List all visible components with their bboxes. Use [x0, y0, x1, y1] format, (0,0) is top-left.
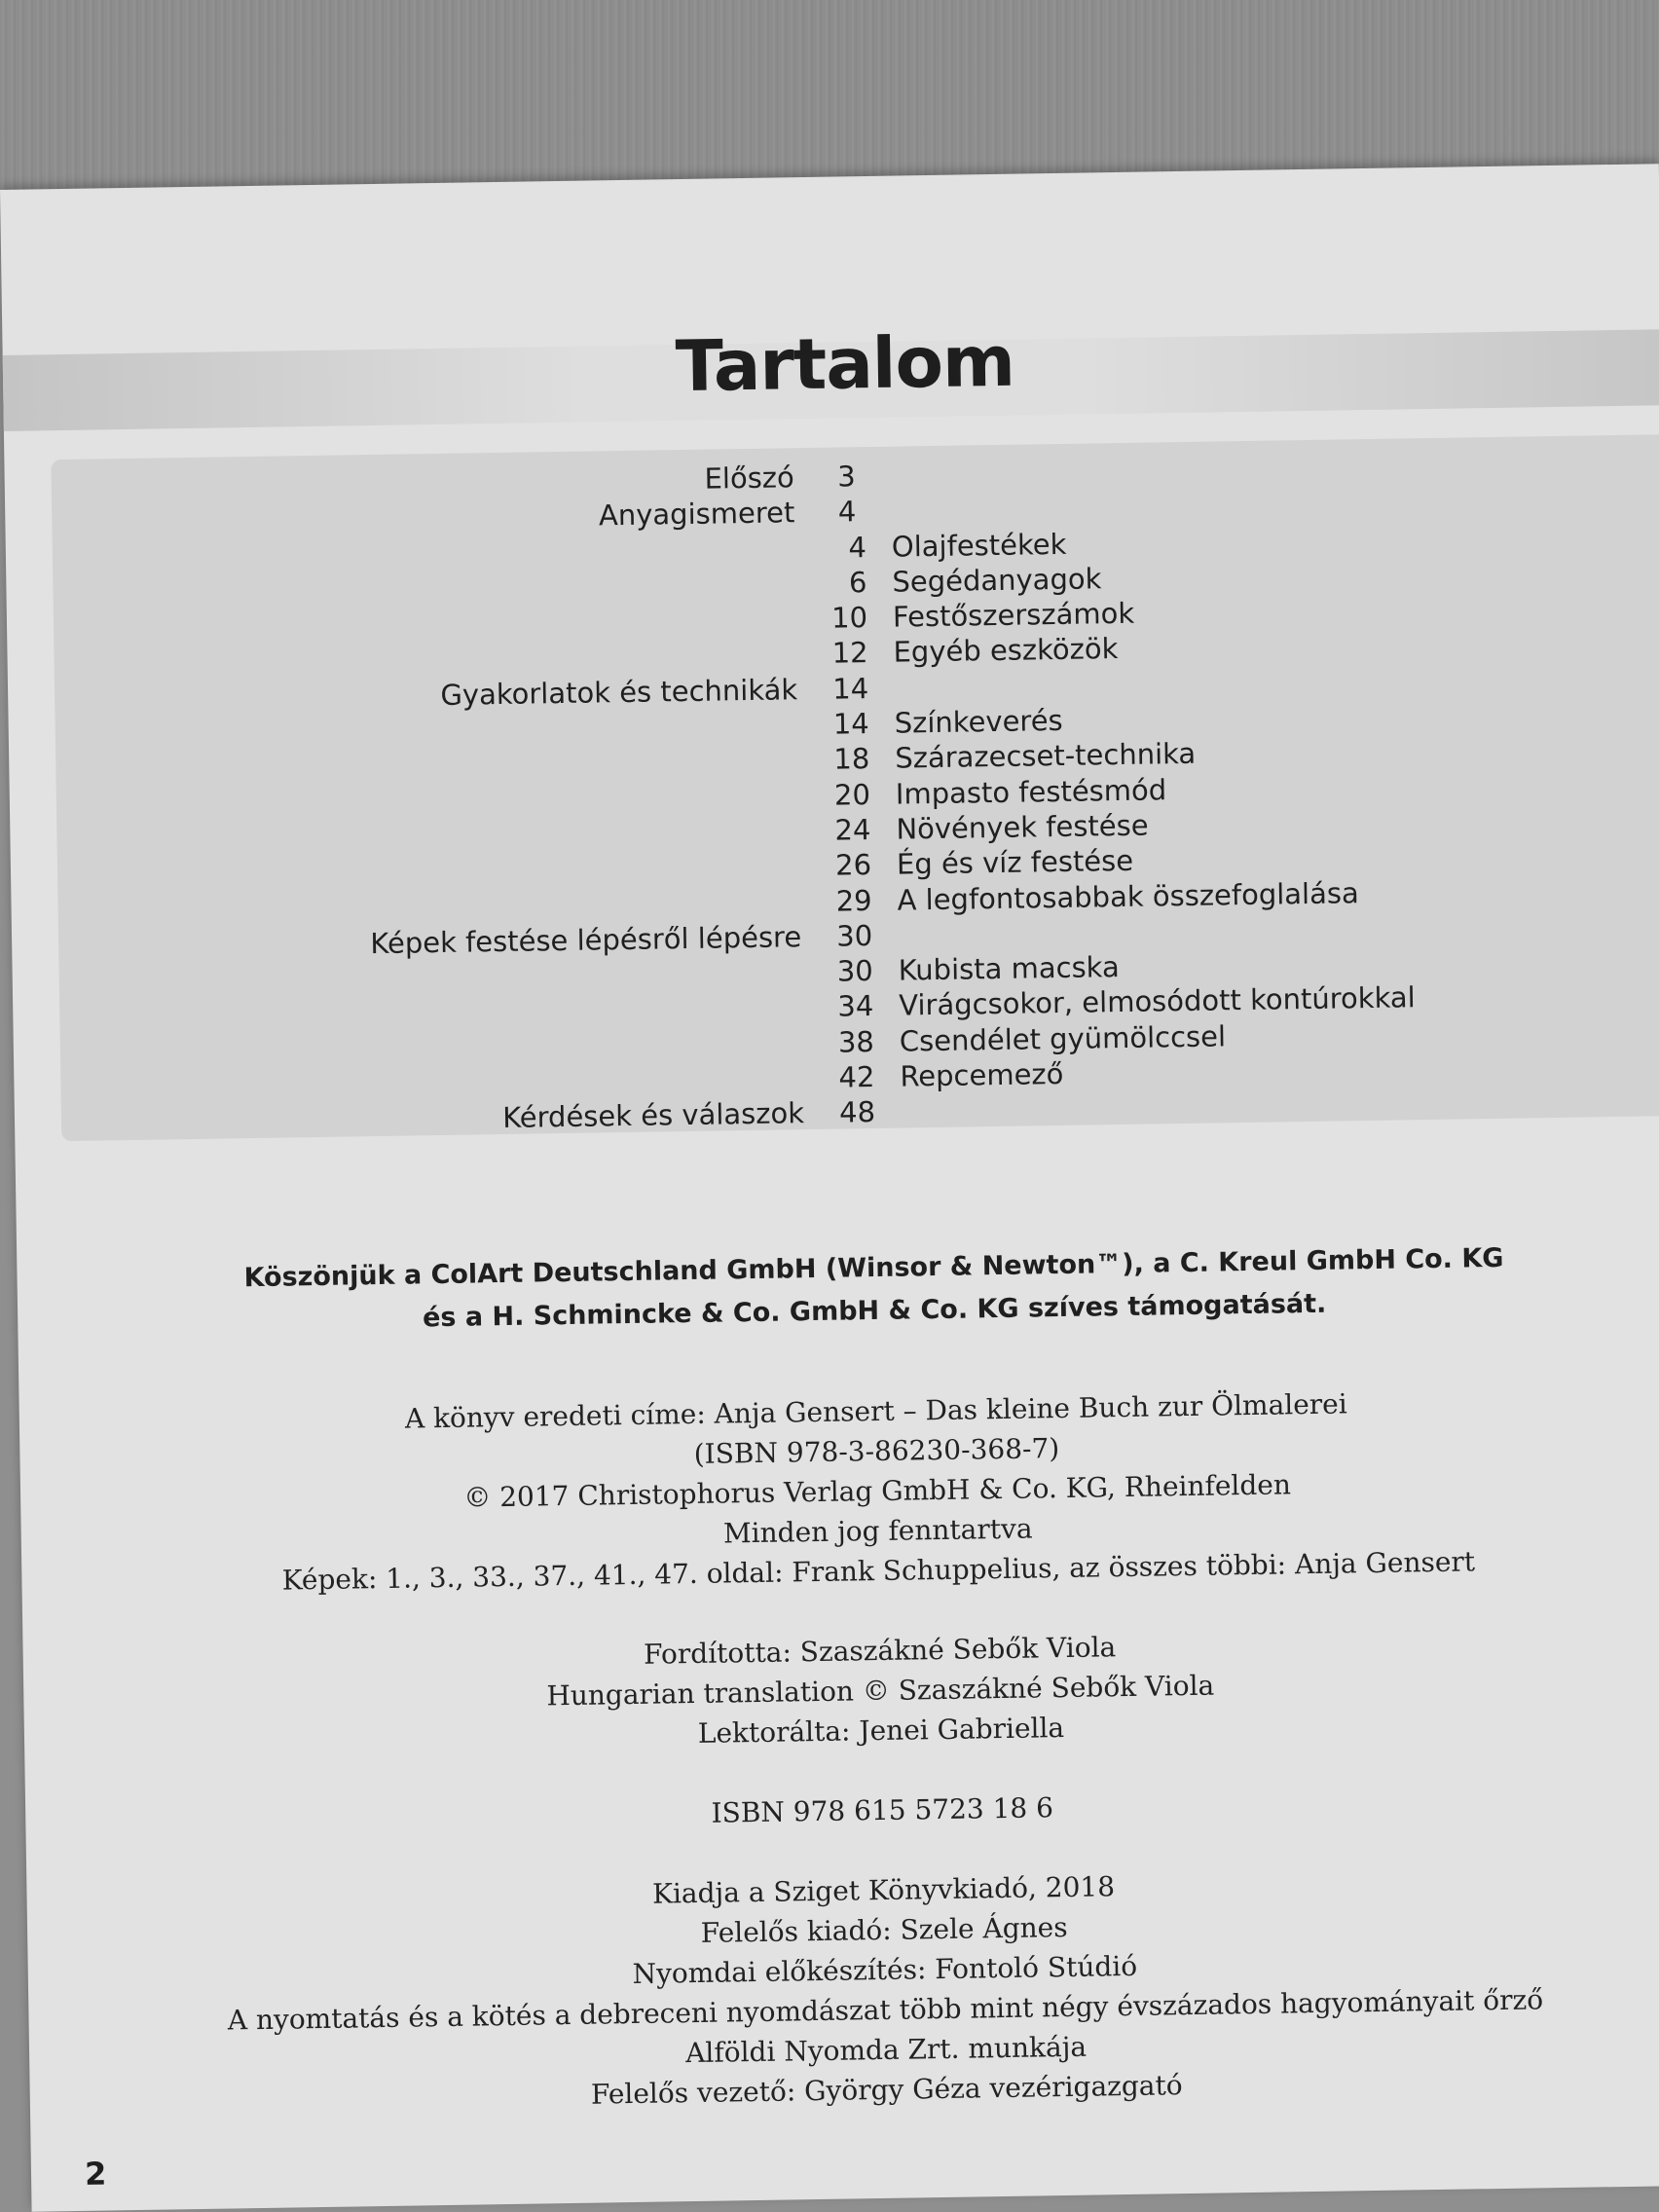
prepress-line: Nyomdai előkészítés: Fontoló Stúdió: [632, 1949, 1138, 1991]
toc-page-number: 34: [837, 989, 874, 1024]
rights-line: Minden jog fenntartva: [722, 1512, 1033, 1550]
page-title: Tartalom: [675, 319, 1015, 408]
toc-subsection-label: Szárazecset-technika: [895, 737, 1197, 776]
toc-section-label: Képek festése lépésről lépésre: [370, 920, 802, 960]
toc-page-number: 12: [831, 636, 868, 671]
photo-credits: Képek: 1., 3., 33., 37., 41., 47. oldal: Frank Schuppelius, az összes többi: Anja Gensert: [281, 1545, 1476, 1597]
toc-subsection-label: Virágcsokor, elmosódott kontúrokkal: [899, 980, 1416, 1023]
toc-subsection-label: Egyéb eszközök: [893, 632, 1119, 670]
translation-copyright: Hungarian translation © Szaszákné Sebők Viola: [546, 1669, 1215, 1713]
toc-page-number: 30: [836, 954, 873, 988]
editor-line: Lektorálta: Jenei Gabriella: [697, 1712, 1065, 1750]
toc-subsection-label: Olajfestékek: [891, 527, 1067, 564]
toc-subsection-label: Festőszerszámok: [892, 596, 1135, 634]
translator-line: Fordította: Szaszákné Sebők Viola: [643, 1631, 1117, 1671]
toc-page-number: 30: [835, 918, 873, 953]
toc-subsection-label: Növények festése: [896, 808, 1149, 846]
table-of-contents: [5, 446, 1659, 1143]
acknowledgement-line: Köszönjük a ColArt Deutschland GmbH (Winsor & Newton™), a C. Kreul GmbH Co. KG: [243, 1242, 1504, 1294]
toc-page-number: 3: [837, 460, 856, 494]
toc-section-label: Anyagismeret: [598, 496, 795, 533]
toc-section-label: Gyakorlatok és technikák: [440, 672, 798, 712]
manager-line: Felelős vezető: György Géza vezérigazgató: [590, 2069, 1183, 2111]
toc-page-number: 6: [848, 565, 867, 600]
toc-subsection-label: Ég és víz festése: [896, 844, 1134, 881]
original-title: A könyv eredeti címe: Anja Gensert – Das kleine Buch zur Ölmalerei: [404, 1387, 1347, 1435]
responsible-publisher: Felelős kiadó: Szele Ágnes: [700, 1910, 1068, 1949]
toc-subsection-label: A legfontosabbak összefoglalása: [897, 875, 1359, 917]
printing-line: A nyomtatás és a kötés a debreceni nyomdászat több mint négy évszázados hagyományait őrző: [227, 1983, 1544, 2037]
page-number: 2: [84, 2155, 107, 2193]
book-page: [0, 164, 1659, 2212]
toc-page-number: 29: [835, 883, 872, 918]
toc-subsection-label: Repcemező: [900, 1057, 1064, 1093]
imprint: [19, 1378, 1659, 2123]
toc-page-number: 24: [834, 813, 871, 847]
publisher-line: Kiadja a Sziget Könyvkiadó, 2018: [651, 1870, 1116, 1910]
copyright-line: © 2017 Christophorus Verlag GmbH & Co. KG, Rheinfelden: [463, 1468, 1292, 1514]
toc-page-number: 14: [832, 707, 869, 741]
toc-section-label: Előszó: [704, 461, 795, 496]
toc-page-number: 42: [838, 1060, 875, 1094]
toc-page-number: 4: [837, 495, 857, 529]
toc-subsection-label: Segédanyagok: [892, 562, 1102, 599]
acknowledgement: [17, 1234, 1659, 1346]
toc-page-number: 10: [830, 601, 868, 635]
toc-subsection-label: Csendélet gyümölccsel: [899, 1019, 1227, 1058]
toc-subsection-label: Színkeverés: [894, 704, 1063, 740]
toc-subsection-label: Impasto festésmód: [895, 772, 1167, 811]
toc-page-number: 14: [831, 671, 869, 706]
toc-page-number: 38: [837, 1024, 875, 1059]
printer-line: Alföldi Nyomda Zrt. munkája: [684, 2030, 1088, 2070]
toc-subsection-label: Kubista macska: [898, 950, 1120, 987]
original-isbn: (ISBN 978-3-86230-368-7): [693, 1432, 1060, 1470]
acknowledgement-line: és a H. Schmincke & Co. GmbH & Co. KG szíves támogatását.: [422, 1288, 1327, 1334]
toc-page-number: 26: [834, 848, 872, 882]
toc-page-number: 18: [833, 742, 870, 776]
toc-page-number: 20: [833, 777, 871, 812]
toc-section-label: Kérdések és válaszok: [501, 1096, 805, 1135]
toc-page-number: 4: [848, 530, 867, 564]
toc-page-number: 48: [838, 1095, 876, 1129]
isbn-line: ISBN 978 615 5723 18 6: [711, 1791, 1054, 1829]
